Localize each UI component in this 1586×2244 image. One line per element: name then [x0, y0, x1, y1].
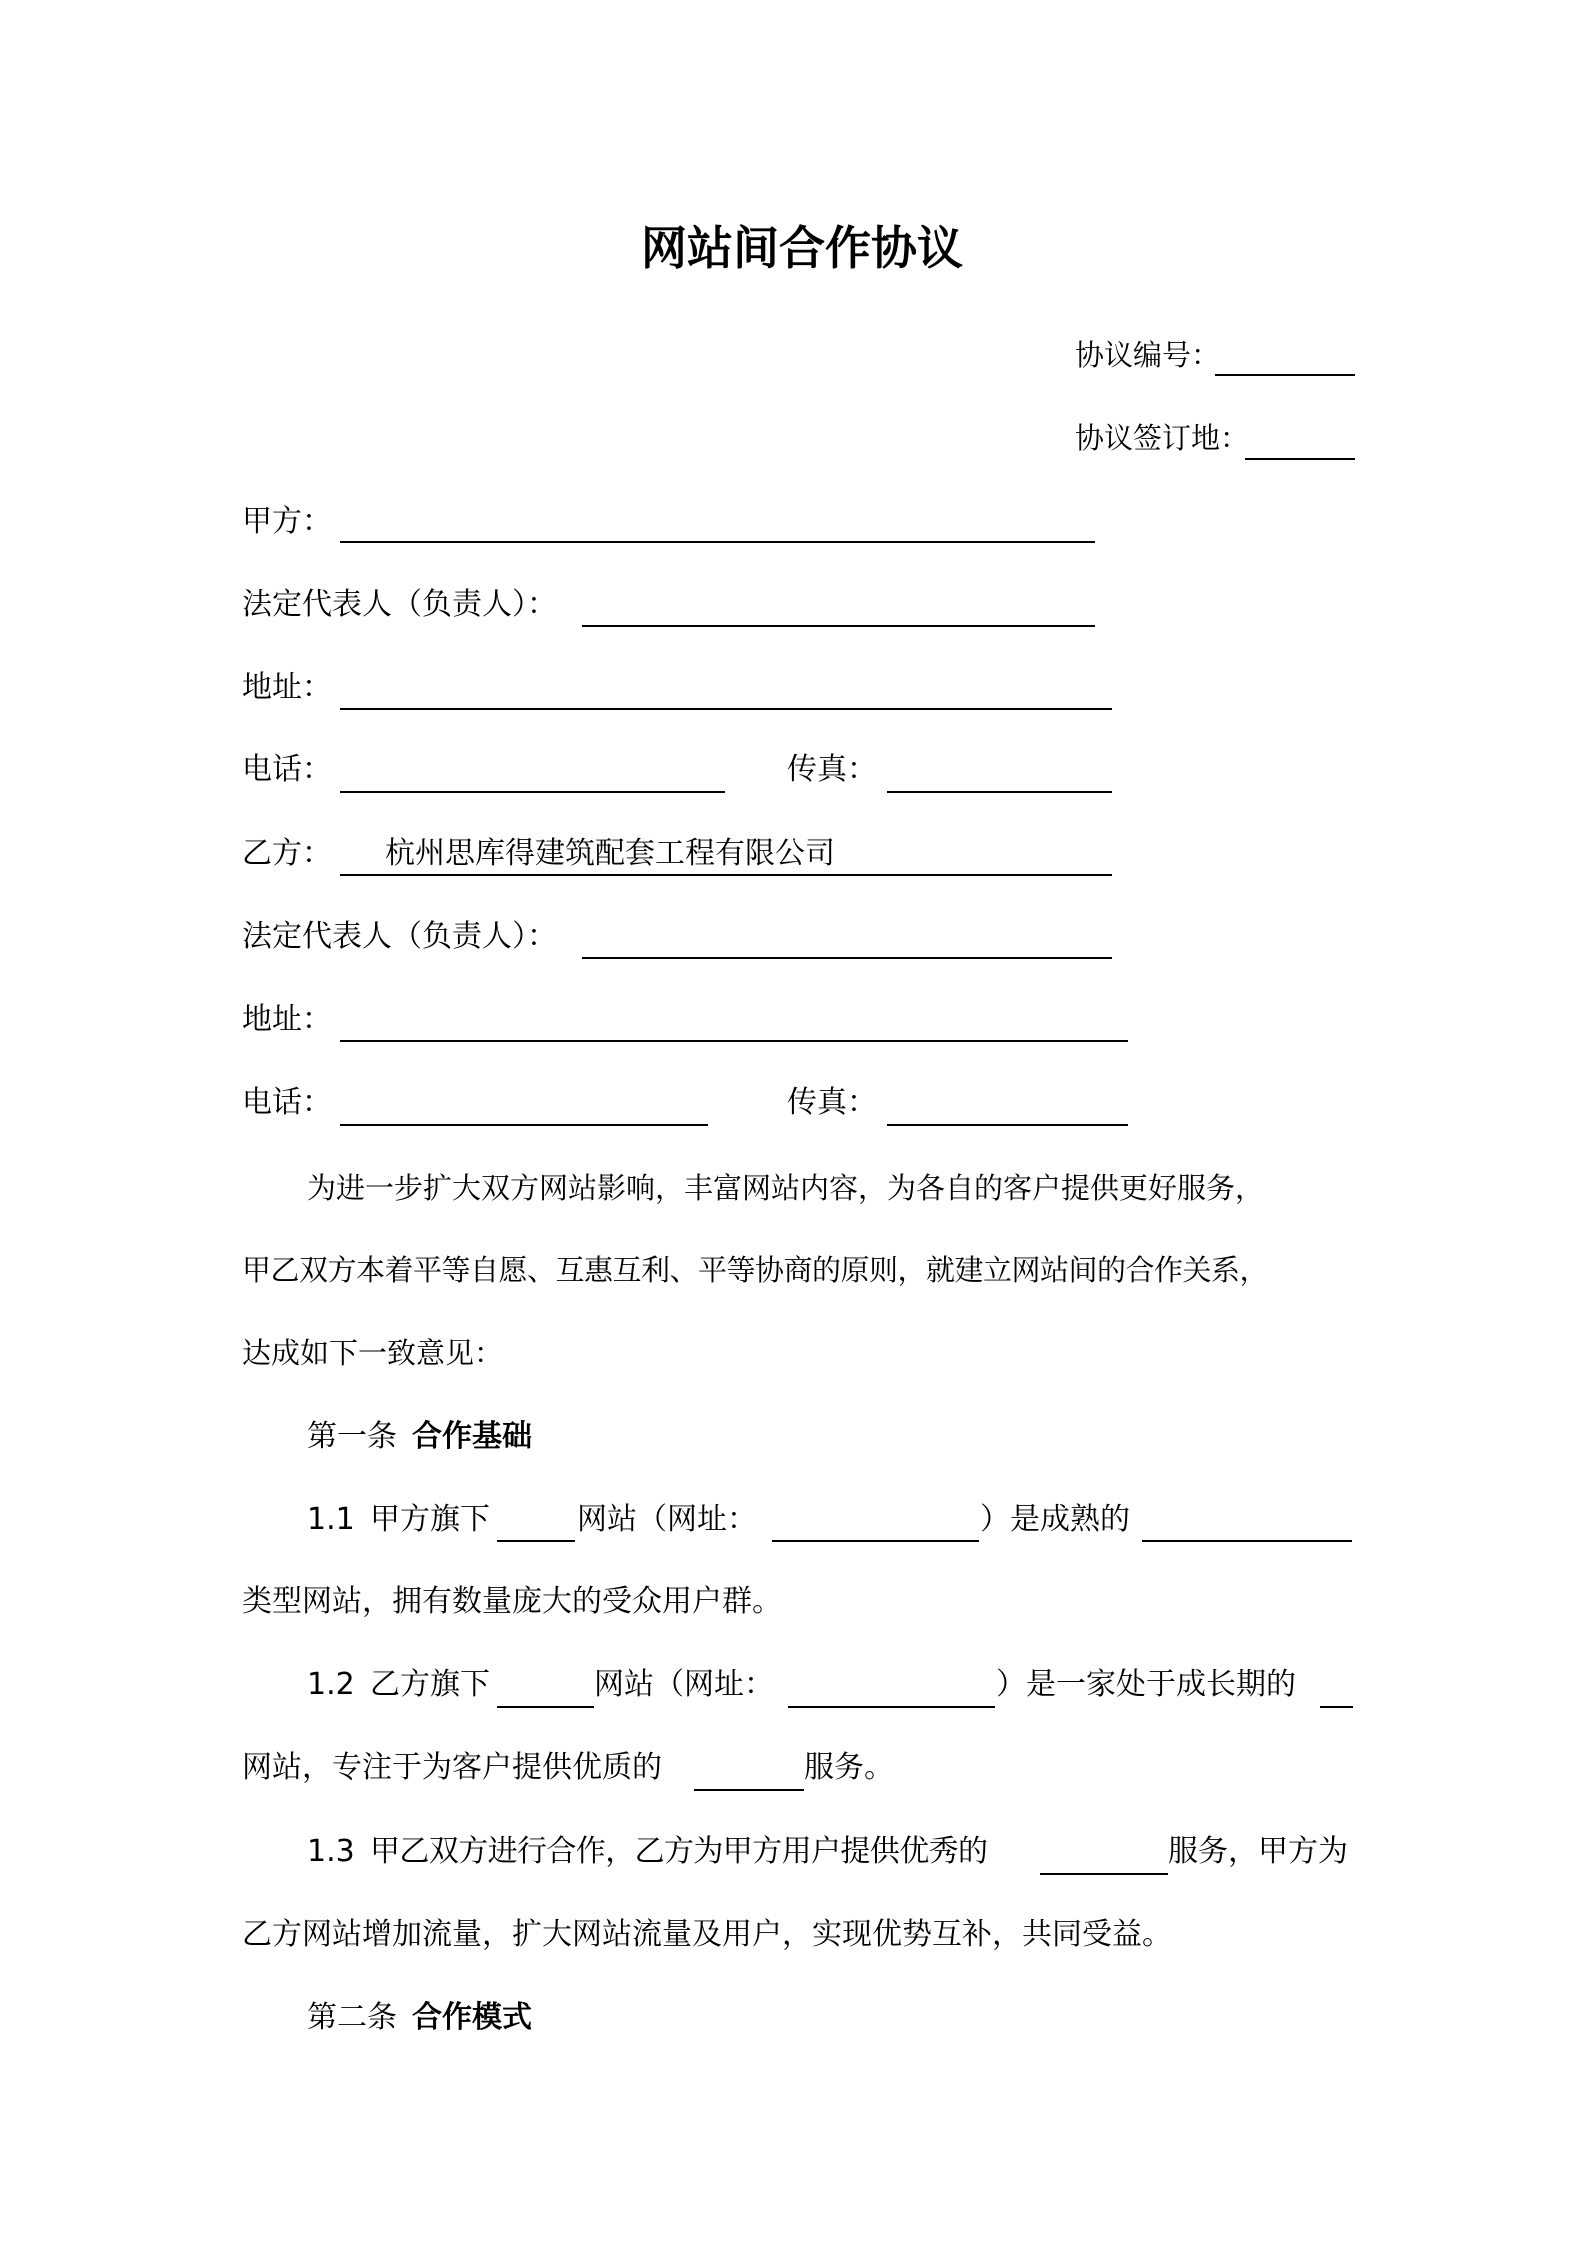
- clause-1-3-number: 1.3: [307, 1834, 355, 1869]
- intro-line-1: 为进一步扩大双方网站影响，丰富网站内容，为各自的客户提供更好服务，: [307, 1171, 1265, 1205]
- clause-1-3-text-b: 服务，甲方为: [1168, 1834, 1348, 1869]
- party-b-fax-line: [887, 1124, 1128, 1126]
- party-a-address-label: 地址：: [242, 670, 332, 705]
- party-a-line: [340, 541, 1095, 543]
- intro-line-2: 甲乙双方本着平等自愿、互惠互利、平等协商的原则，就建立网站间的合作关系，: [242, 1253, 1269, 1287]
- document-title: 网站间合作协议: [641, 221, 963, 275]
- intro-line-3: 达成如下一致意见：: [242, 1336, 504, 1370]
- party-b-label: 乙方：: [242, 836, 332, 871]
- clause-1-3-blank-1: [1040, 1873, 1168, 1875]
- clause-1-2-line-2a: 网站，专注于为客户提供优质的: [242, 1750, 662, 1785]
- party-a-phone-label: 电话：: [242, 752, 332, 787]
- clause-1-2-text-c: ）是一家处于成长期的: [996, 1667, 1296, 1702]
- clause-1-1-blank-1: [497, 1540, 575, 1542]
- clause-1-1-text-b: 网站（网址：: [577, 1502, 757, 1537]
- agreement-place-label: 协议签订地：: [1075, 421, 1250, 455]
- party-a-legal-rep-line: [582, 625, 1095, 627]
- clause-1-1-number: 1.1: [307, 1502, 355, 1537]
- clause-1-1-blank-2: [772, 1540, 979, 1542]
- party-b-legal-rep-label: 法定代表人（负责人）：: [242, 919, 557, 954]
- party-a-phone-line: [340, 791, 725, 793]
- agreement-place-line: [1245, 458, 1355, 460]
- party-a-address-line: [340, 708, 1112, 710]
- agreement-no-label: 协议编号：: [1075, 338, 1221, 372]
- clause-1-2-blank-3: [1320, 1706, 1353, 1708]
- party-b-address-label: 地址：: [242, 1002, 332, 1037]
- party-a-label: 甲方：: [242, 504, 332, 539]
- clause-1-1-text-c: ）是成熟的: [980, 1502, 1130, 1537]
- party-b-phone-label: 电话：: [242, 1085, 332, 1120]
- clause-1-2-blank-2: [788, 1706, 995, 1708]
- party-b-legal-rep-line: [582, 957, 1112, 959]
- clause-1-2-number: 1.2: [307, 1667, 355, 1702]
- clause-1-2-text-b: 网站（网址：: [594, 1667, 774, 1702]
- agreement-no-line: [1215, 374, 1355, 376]
- clause-1-3-line-2: 乙方网站增加流量，扩大网站流量及用户，实现优势互补，共同受益。: [242, 1917, 1172, 1952]
- party-a-fax-label: 传真：: [787, 752, 877, 787]
- clause-1-2-blank-1: [497, 1706, 594, 1708]
- article-2-heading: 合作模式: [412, 2000, 532, 2035]
- clause-1-2-blank-4: [694, 1789, 804, 1791]
- clause-1-2-line-2b: 服务。: [804, 1750, 894, 1785]
- party-b-fax-label: 传真：: [787, 1085, 877, 1120]
- party-b-line: [340, 874, 1112, 876]
- article-2-prefix: 第二条: [307, 2000, 397, 2035]
- party-b-address-line: [340, 1040, 1128, 1042]
- clause-1-1-blank-3: [1142, 1540, 1352, 1542]
- party-a-legal-rep-label: 法定代表人（负责人）：: [242, 587, 557, 622]
- clause-1-1-text-a: 甲方旗下: [370, 1502, 490, 1537]
- clause-1-1-line-2: 类型网站，拥有数量庞大的受众用户群。: [242, 1584, 782, 1619]
- party-a-fax-line: [887, 791, 1112, 793]
- article-1-prefix: 第一条: [307, 1419, 397, 1454]
- article-1-heading: 合作基础: [412, 1419, 532, 1454]
- party-b-phone-line: [340, 1124, 708, 1126]
- clause-1-2-text-a: 乙方旗下: [370, 1667, 490, 1702]
- clause-1-3-text-a: 甲乙双方进行合作，乙方为甲方用户提供优秀的: [370, 1834, 988, 1869]
- party-b-name: 杭州思库得建筑配套工程有限公司: [385, 836, 835, 871]
